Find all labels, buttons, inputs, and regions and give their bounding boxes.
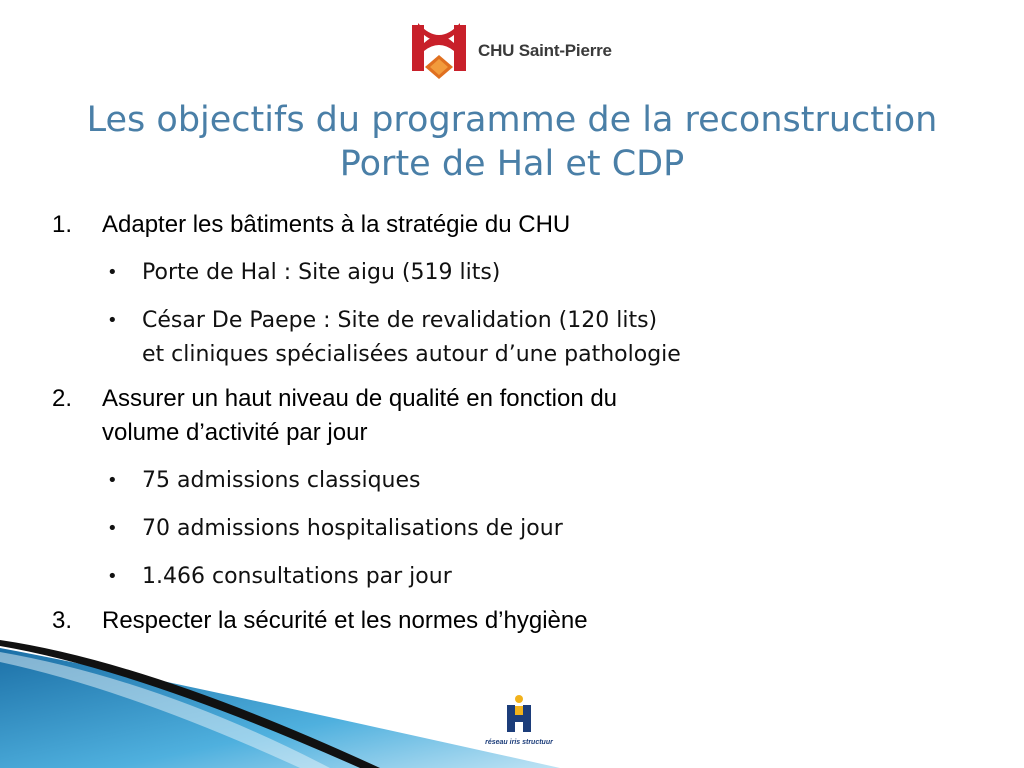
iris-logo xyxy=(478,694,560,748)
bullet-text: Porte de Hal : Site aigu (519 lits) xyxy=(142,260,501,285)
objective-2 xyxy=(52,382,952,450)
chu-logo-text: CHU Saint-Pierre xyxy=(478,41,612,60)
bullet-item xyxy=(52,304,952,372)
bullet-text: 75 admissions classiques xyxy=(142,468,421,493)
objectives-list xyxy=(52,208,952,638)
objective-text: Assurer un haut niveau de qualité en fonction du xyxy=(102,385,618,412)
bullet-text: 1.466 consultations par jour xyxy=(142,564,452,589)
bullet-item xyxy=(52,464,952,498)
chu-logo xyxy=(410,20,620,82)
decorative-wave xyxy=(0,640,560,768)
bullet-text: César De Paepe : Site de revalidation (120 lits) xyxy=(142,308,658,333)
iris-logo-caption: réseau iris structuur xyxy=(485,739,553,746)
objective-number: 1. xyxy=(52,211,73,238)
chu-emblem-icon xyxy=(410,21,468,81)
page-title xyxy=(0,98,1024,186)
objective-text-continued: volume d’activité par jour xyxy=(102,419,368,446)
objective-number: 2. xyxy=(52,385,73,412)
bullet-item xyxy=(52,512,952,546)
objective-number: 3. xyxy=(52,607,73,634)
iris-hospital-icon xyxy=(499,694,539,734)
bullet-text-continued: et cliniques spécialisées autour d’une pathologie xyxy=(142,342,681,367)
bullet-icon: • xyxy=(107,518,118,539)
bullet-icon: • xyxy=(107,566,118,587)
objective-3 xyxy=(52,604,952,638)
title-line-1: Les objectifs du programme de la reconstruction xyxy=(86,100,938,140)
bullet-icon: • xyxy=(107,470,118,491)
objective-1 xyxy=(52,208,952,242)
bullet-text: 70 admissions hospitalisations de jour xyxy=(142,516,563,541)
title-line-2: Porte de Hal et CDP xyxy=(339,144,685,184)
bullet-item xyxy=(52,256,952,290)
bullet-icon: • xyxy=(107,262,118,283)
bullet-icon: • xyxy=(107,310,118,331)
objective-text: Adapter les bâtiments à la stratégie du CHU xyxy=(102,211,571,238)
objective-text: Respecter la sécurité et les normes d’hygiène xyxy=(102,607,588,634)
bullet-item xyxy=(52,560,952,594)
